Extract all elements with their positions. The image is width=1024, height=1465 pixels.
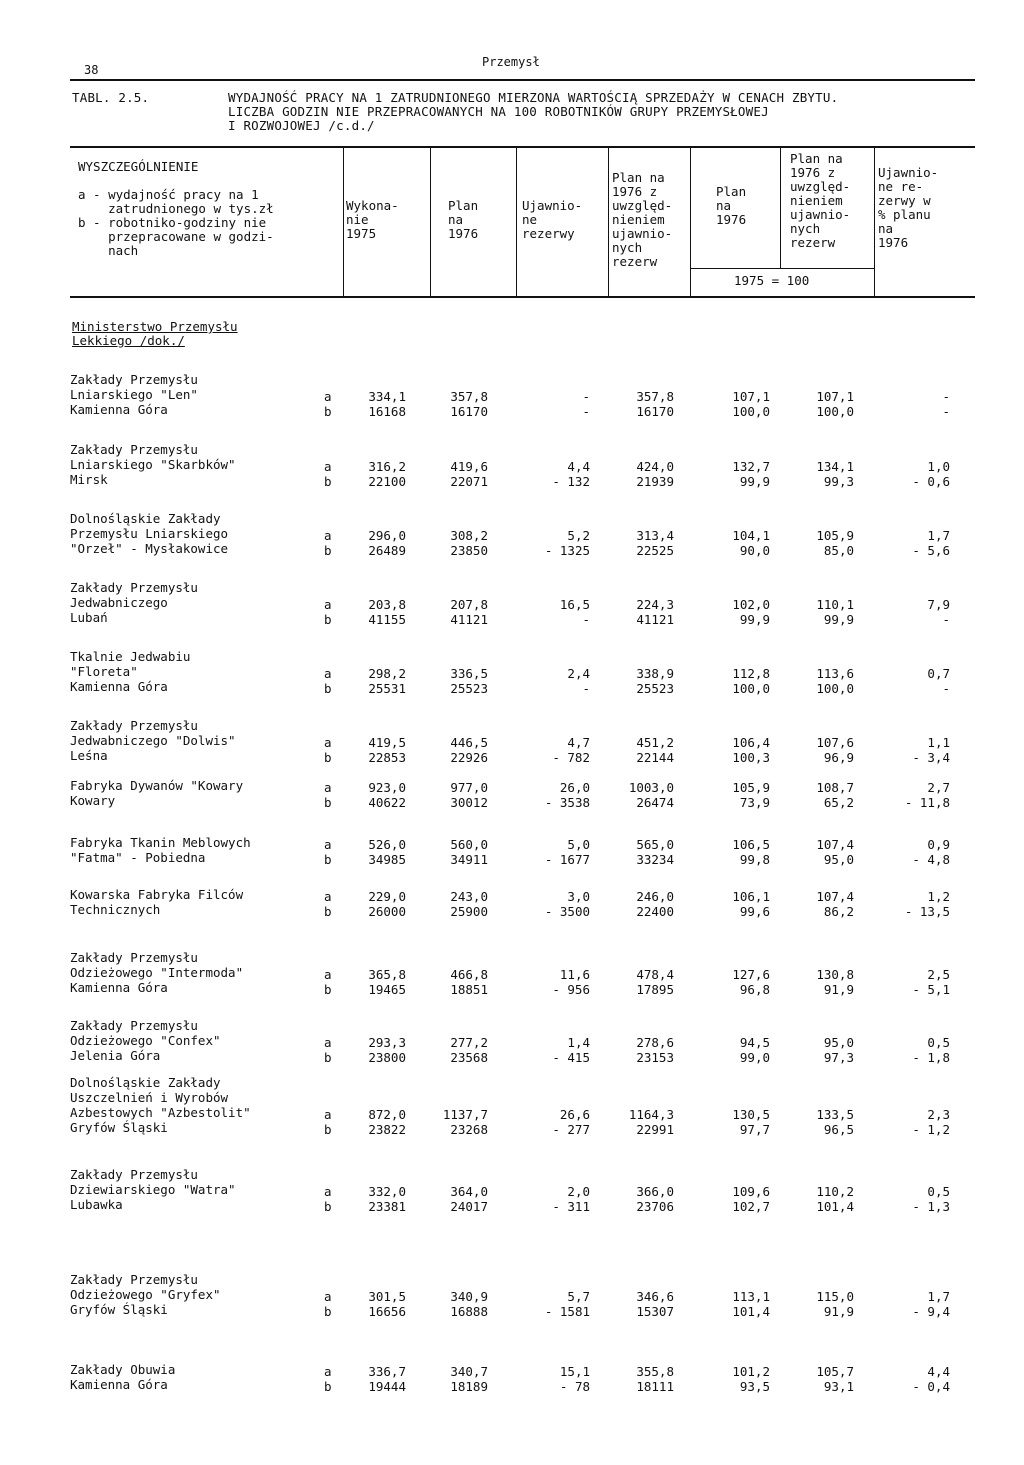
row-marker-a: a <box>324 1184 332 1199</box>
cell-b-execution-1975: 19465 <box>368 982 406 997</box>
cell-a-plan-with-reserves-index: 130,8 <box>816 967 854 982</box>
cell-b-reserves-percent: - 9,4 <box>912 1304 950 1319</box>
cell-b-plan-1976-index: 100,3 <box>732 750 770 765</box>
cell-b-plan-with-reserves-index: 99,3 <box>823 474 854 489</box>
table-header-bottom-rule <box>70 296 975 298</box>
cell-b-plan-with-reserves-index: 100,0 <box>816 681 854 696</box>
cell-a-plan-with-reserves-index: 107,1 <box>816 389 854 404</box>
cell-a-plan-1976-index: 107,1 <box>732 389 770 404</box>
cell-b-plan-with-reserves-index: 85,0 <box>823 543 854 558</box>
cell-b-reserves-percent: - 1,2 <box>912 1122 950 1137</box>
cell-a-plan-with-reserves-index: 110,1 <box>816 597 854 612</box>
cell-b-plan-with-reserves: 22144 <box>636 750 674 765</box>
cell-b-plan-with-reserves: 22525 <box>636 543 674 558</box>
cell-b-reserves-percent: - 0,6 <box>912 474 950 489</box>
cell-a-execution-1975: 923,0 <box>368 780 406 795</box>
cell-b-reserves: - 3500 <box>544 904 590 919</box>
row-marker-a: a <box>324 735 332 750</box>
cell-b-execution-1975: 25531 <box>368 681 406 696</box>
row-marker-b: b <box>324 852 332 867</box>
cell-b-execution-1975: 22100 <box>368 474 406 489</box>
cell-b-reserves-percent: - 11,8 <box>904 795 950 810</box>
cell-a-plan-1976: 364,0 <box>450 1184 488 1199</box>
cell-b-plan-1976: 24017 <box>450 1199 488 1214</box>
cell-a-plan-with-reserves: 478,4 <box>636 967 674 982</box>
cell-b-plan-1976-index: 99,9 <box>739 612 770 627</box>
enterprise-name: Zakłady Przemysłu Lniarskiego "Skarbków" Mirsk <box>70 442 236 487</box>
cell-a-plan-1976: 308,2 <box>450 528 488 543</box>
cell-a-plan-1976: 466,8 <box>450 967 488 982</box>
cell-a-execution-1975: 296,0 <box>368 528 406 543</box>
cell-a-reserves-percent: 0,5 <box>927 1035 950 1050</box>
row-marker-a: a <box>324 967 332 982</box>
table-row <box>0 1018 1024 1076</box>
cell-a-reserves-percent: 1,7 <box>927 528 950 543</box>
column-divider <box>690 148 691 296</box>
table-row <box>0 718 1024 776</box>
cell-b-execution-1975: 23822 <box>368 1122 406 1137</box>
cell-a-plan-1976-index: 104,1 <box>732 528 770 543</box>
cell-b-plan-with-reserves: 21939 <box>636 474 674 489</box>
cell-b-plan-with-reserves: 18111 <box>636 1379 674 1394</box>
cell-b-plan-1976: 25523 <box>450 681 488 696</box>
cell-b-plan-1976-index: 90,0 <box>739 543 770 558</box>
cell-a-plan-with-reserves-index: 105,7 <box>816 1364 854 1379</box>
row-marker-b: b <box>324 1050 332 1065</box>
cell-b-execution-1975: 40622 <box>368 795 406 810</box>
enterprise-name: Kowarska Fabryka Filców Technicznych <box>70 887 244 917</box>
cell-b-reserves: - 782 <box>552 750 590 765</box>
table-row <box>0 372 1024 430</box>
cell-a-reserves: 15,1 <box>559 1364 590 1379</box>
cell-a-plan-with-reserves: 346,6 <box>636 1289 674 1304</box>
column-divider <box>430 148 431 296</box>
column-header-execution-1975: Wykona- nie 1975 <box>346 198 399 241</box>
column-header-plan-1976: Plan na 1976 <box>448 198 479 241</box>
cell-b-plan-1976-index: 100,0 <box>732 404 770 419</box>
cell-a-plan-1976: 340,7 <box>450 1364 488 1379</box>
cell-b-plan-1976-index: 99,0 <box>739 1050 770 1065</box>
table-title-line-2: LICZBA GODZIN NIE PRZEPRACOWANYCH NA 100 ROBOTNIKÓW GRUPY PRZEMYSŁOWEJ <box>228 104 769 119</box>
cell-a-plan-1976: 977,0 <box>450 780 488 795</box>
cell-a-plan-with-reserves: 355,8 <box>636 1364 674 1379</box>
cell-b-plan-1976: 18189 <box>450 1379 488 1394</box>
cell-a-plan-with-reserves-index: 134,1 <box>816 459 854 474</box>
column-divider <box>343 148 344 296</box>
row-marker-b: b <box>324 1304 332 1319</box>
row-marker-b: b <box>324 681 332 696</box>
cell-b-reserves: - 311 <box>552 1199 590 1214</box>
cell-a-execution-1975: 419,5 <box>368 735 406 750</box>
cell-a-reserves: 1,4 <box>567 1035 590 1050</box>
cell-b-plan-1976: 16888 <box>450 1304 488 1319</box>
cell-a-plan-1976: 560,0 <box>450 837 488 852</box>
column-header-plan-1976-index: Plan na 1976 <box>716 184 747 227</box>
table-row <box>0 511 1024 569</box>
cell-b-plan-1976: 30012 <box>450 795 488 810</box>
cell-b-plan-1976: 41121 <box>450 612 488 627</box>
table-row <box>0 835 1024 893</box>
cell-a-reserves: - <box>582 389 590 404</box>
column-header-reserves: Ujawnio- ne rezerwy <box>522 198 583 241</box>
cell-b-plan-with-reserves: 26474 <box>636 795 674 810</box>
column-divider <box>608 148 609 296</box>
cell-a-plan-with-reserves-index: 115,0 <box>816 1289 854 1304</box>
cell-b-plan-1976: 34911 <box>450 852 488 867</box>
cell-a-plan-with-reserves: 313,4 <box>636 528 674 543</box>
cell-a-plan-1976-index: 94,5 <box>739 1035 770 1050</box>
cell-b-plan-with-reserves-index: 65,2 <box>823 795 854 810</box>
cell-a-plan-1976: 207,8 <box>450 597 488 612</box>
cell-b-plan-1976-index: 102,7 <box>732 1199 770 1214</box>
enterprise-name: Zakłady Przemysłu Dziewiarskiego "Watra" Lubawka <box>70 1167 236 1212</box>
table-row <box>0 1075 1024 1137</box>
cell-a-reserves: 4,7 <box>567 735 590 750</box>
cell-b-plan-1976-index: 96,8 <box>739 982 770 997</box>
cell-b-plan-1976-index: 99,6 <box>739 904 770 919</box>
cell-b-plan-1976: 25900 <box>450 904 488 919</box>
cell-b-reserves: - 1581 <box>544 1304 590 1319</box>
cell-b-execution-1975: 22853 <box>368 750 406 765</box>
enterprise-name: Zakłady Przemysłu Odzieżowego "Confex" Jelenia Góra <box>70 1018 221 1063</box>
cell-a-reserves-percent: 1,7 <box>927 1289 950 1304</box>
column-header-reserves-percent: Ujawnio- ne re- zerwy w % planu na 1976 <box>878 165 939 250</box>
cell-a-plan-with-reserves-index: 113,6 <box>816 666 854 681</box>
cell-b-plan-with-reserves-index: 91,9 <box>823 1304 854 1319</box>
row-marker-b: b <box>324 904 332 919</box>
cell-a-reserves: 4,4 <box>567 459 590 474</box>
cell-a-plan-with-reserves: 338,9 <box>636 666 674 681</box>
column-header-plan-with-reserves: Plan na 1976 z uwzględ- nieniem ujawnio- nych rezerw <box>612 170 673 269</box>
cell-a-execution-1975: 334,1 <box>368 389 406 404</box>
table-row <box>0 442 1024 500</box>
cell-b-plan-with-reserves: 41121 <box>636 612 674 627</box>
column-divider <box>874 148 875 296</box>
cell-a-plan-with-reserves: 451,2 <box>636 735 674 750</box>
cell-b-reserves: - 956 <box>552 982 590 997</box>
table-row <box>0 950 1024 1008</box>
cell-b-execution-1975: 26489 <box>368 543 406 558</box>
cell-a-reserves: 5,2 <box>567 528 590 543</box>
cell-a-plan-with-reserves-index: 105,9 <box>816 528 854 543</box>
cell-b-plan-1976: 22071 <box>450 474 488 489</box>
row-marker-b: b <box>324 404 332 419</box>
table-row <box>0 887 1024 945</box>
cell-a-execution-1975: 301,5 <box>368 1289 406 1304</box>
cell-a-plan-with-reserves: 424,0 <box>636 459 674 474</box>
cell-b-plan-1976-index: 101,4 <box>732 1304 770 1319</box>
cell-a-plan-with-reserves: 1164,3 <box>628 1107 674 1122</box>
row-marker-a: a <box>324 1289 332 1304</box>
column-divider <box>780 148 781 268</box>
cell-b-reserves-percent: - <box>942 612 950 627</box>
cell-a-execution-1975: 298,2 <box>368 666 406 681</box>
cell-b-reserves-percent: - 4,8 <box>912 852 950 867</box>
cell-a-plan-1976-index: 106,4 <box>732 735 770 750</box>
cell-a-plan-1976-index: 112,8 <box>732 666 770 681</box>
cell-b-reserves: - 78 <box>559 1379 590 1394</box>
cell-b-plan-with-reserves: 23153 <box>636 1050 674 1065</box>
table-label: TABL. 2.5. <box>72 90 150 105</box>
row-marker-a: a <box>324 780 332 795</box>
table-row <box>0 778 1024 836</box>
row-marker-a: a <box>324 889 332 904</box>
table-row <box>0 1272 1024 1330</box>
cell-b-plan-with-reserves-index: 100,0 <box>816 404 854 419</box>
cell-a-plan-1976: 277,2 <box>450 1035 488 1050</box>
enterprise-name: Dolnośląskie Zakłady Przemysłu Lniarskiego "Orzeł" - Mysłakowice <box>70 511 229 556</box>
row-marker-b: b <box>324 982 332 997</box>
cell-b-plan-with-reserves: 17895 <box>636 982 674 997</box>
cell-b-reserves: - <box>582 681 590 696</box>
cell-a-plan-with-reserves-index: 107,6 <box>816 735 854 750</box>
cell-a-plan-1976-index: 130,5 <box>732 1107 770 1122</box>
row-marker-b: b <box>324 612 332 627</box>
enterprise-name: Zakłady Przemysłu Lniarskiego "Len" Kamienna Góra <box>70 372 198 417</box>
cell-a-plan-with-reserves-index: 110,2 <box>816 1184 854 1199</box>
cell-b-reserves-percent: - 1,8 <box>912 1050 950 1065</box>
cell-a-execution-1975: 872,0 <box>368 1107 406 1122</box>
cell-a-execution-1975: 203,8 <box>368 597 406 612</box>
cell-a-execution-1975: 526,0 <box>368 837 406 852</box>
cell-b-plan-with-reserves: 15307 <box>636 1304 674 1319</box>
cell-b-plan-with-reserves-index: 86,2 <box>823 904 854 919</box>
cell-a-reserves: 16,5 <box>559 597 590 612</box>
cell-a-plan-1976: 446,5 <box>450 735 488 750</box>
cell-b-reserves-percent: - 3,4 <box>912 750 950 765</box>
cell-a-reserves: 5,0 <box>567 837 590 852</box>
cell-a-reserves-percent: 0,5 <box>927 1184 950 1199</box>
cell-a-reserves-percent: 1,0 <box>927 459 950 474</box>
cell-b-reserves: - 415 <box>552 1050 590 1065</box>
cell-a-reserves-percent: 4,4 <box>927 1364 950 1379</box>
cell-b-plan-1976: 18851 <box>450 982 488 997</box>
cell-b-reserves-percent: - 5,6 <box>912 543 950 558</box>
cell-a-reserves: 11,6 <box>559 967 590 982</box>
row-marker-a: a <box>324 666 332 681</box>
cell-a-reserves: 5,7 <box>567 1289 590 1304</box>
cell-a-plan-1976-index: 101,2 <box>732 1364 770 1379</box>
cell-a-plan-1976: 419,6 <box>450 459 488 474</box>
row-marker-b: b <box>324 1199 332 1214</box>
cell-a-plan-1976-index: 109,6 <box>732 1184 770 1199</box>
cell-b-reserves: - <box>582 404 590 419</box>
cell-a-plan-1976-index: 102,0 <box>732 597 770 612</box>
cell-a-plan-with-reserves: 565,0 <box>636 837 674 852</box>
cell-b-reserves-percent: - 1,3 <box>912 1199 950 1214</box>
cell-a-reserves-percent: 0,9 <box>927 837 950 852</box>
cell-a-plan-with-reserves: 357,8 <box>636 389 674 404</box>
enterprise-name: Zakłady Przemysłu Jedwabniczego "Dolwis" Leśna <box>70 718 236 763</box>
cell-a-plan-with-reserves: 278,6 <box>636 1035 674 1050</box>
cell-a-plan-with-reserves: 1003,0 <box>628 780 674 795</box>
cell-a-plan-1976: 357,8 <box>450 389 488 404</box>
cell-a-reserves-percent: 7,9 <box>927 597 950 612</box>
column-header-plan-with-reserves-index: Plan na 1976 z uwzględ- nieniem ujawnio- nych rezerw <box>790 151 851 250</box>
cell-a-reserves-percent: 1,2 <box>927 889 950 904</box>
cell-b-plan-1976-index: 97,7 <box>739 1122 770 1137</box>
cell-a-reserves-percent: 0,7 <box>927 666 950 681</box>
cell-b-plan-1976: 23568 <box>450 1050 488 1065</box>
cell-b-execution-1975: 16168 <box>368 404 406 419</box>
table-row <box>0 649 1024 707</box>
page-number: 38 <box>84 63 99 77</box>
cell-a-plan-with-reserves-index: 95,0 <box>823 1035 854 1050</box>
index-base-label: 1975 = 100 <box>734 273 810 288</box>
cell-b-plan-1976-index: 99,9 <box>739 474 770 489</box>
cell-a-reserves-percent: 2,5 <box>927 967 950 982</box>
table-row <box>0 1362 1024 1420</box>
cell-b-plan-with-reserves: 22991 <box>636 1122 674 1137</box>
cell-a-plan-1976: 243,0 <box>450 889 488 904</box>
cell-a-plan-with-reserves: 366,0 <box>636 1184 674 1199</box>
cell-b-plan-with-reserves-index: 97,3 <box>823 1050 854 1065</box>
enterprise-name: Tkalnie Jedwabiu "Floreta" Kamienna Góra <box>70 649 191 694</box>
cell-a-execution-1975: 229,0 <box>368 889 406 904</box>
cell-b-plan-with-reserves: 22400 <box>636 904 674 919</box>
row-marker-a: a <box>324 597 332 612</box>
cell-b-plan-with-reserves-index: 96,5 <box>823 1122 854 1137</box>
row-marker-b: b <box>324 1122 332 1137</box>
cell-a-execution-1975: 336,7 <box>368 1364 406 1379</box>
row-marker-a: a <box>324 1107 332 1122</box>
cell-a-plan-1976-index: 106,5 <box>732 837 770 852</box>
row-marker-a: a <box>324 459 332 474</box>
cell-b-reserves: - 1677 <box>544 852 590 867</box>
cell-b-plan-with-reserves: 33234 <box>636 852 674 867</box>
cell-a-reserves: 26,0 <box>559 780 590 795</box>
row-marker-b: b <box>324 474 332 489</box>
table-title-line-3: I ROZWOJOWEJ /c.d./ <box>228 118 375 133</box>
cell-a-execution-1975: 316,2 <box>368 459 406 474</box>
cell-b-plan-with-reserves-index: 101,4 <box>816 1199 854 1214</box>
enterprise-name: Zakłady Przemysłu Odzieżowego "Gryfex" Gryfów Śląski <box>70 1272 221 1317</box>
row-marker-a: a <box>324 389 332 404</box>
header-rule <box>70 79 975 81</box>
cell-b-execution-1975: 26000 <box>368 904 406 919</box>
cell-b-execution-1975: 16656 <box>368 1304 406 1319</box>
row-marker-a: a <box>324 837 332 852</box>
cell-b-plan-with-reserves: 23706 <box>636 1199 674 1214</box>
enterprise-name: Zakłady Przemysłu Jedwabniczego Lubań <box>70 580 198 625</box>
ministry-heading: Ministerstwo Przemysłu Lekkiego /dok./ <box>72 319 238 348</box>
enterprise-name: Zakłady Przemysłu Odzieżowego "Intermoda" Kamienna Góra <box>70 950 244 995</box>
cell-a-plan-with-reserves-index: 107,4 <box>816 837 854 852</box>
cell-b-reserves: - 1325 <box>544 543 590 558</box>
enterprise-name: Fabryka Tkanin Meblowych "Fatma" - Pobiedna <box>70 835 251 865</box>
cell-b-execution-1975: 19444 <box>368 1379 406 1394</box>
cell-b-reserves-percent: - 13,5 <box>904 904 950 919</box>
cell-a-plan-1976-index: 132,7 <box>732 459 770 474</box>
row-marker-a: a <box>324 1364 332 1379</box>
cell-a-reserves: 2,4 <box>567 666 590 681</box>
row-marker-b: b <box>324 1379 332 1394</box>
cell-b-reserves: - 3538 <box>544 795 590 810</box>
table-header-top-rule <box>70 146 975 148</box>
table-title-line-1: WYDAJNOŚĆ PRACY NA 1 ZATRUDNIONEGO MIERZONA WARTOŚCIĄ SPRZEDAŻY W CENACH ZBYTU. <box>228 90 839 105</box>
enterprise-name: Dolnośląskie Zakłady Uszczelnień i Wyrobów Azbestowych "Azbestolit" Gryfów Śląski <box>70 1075 251 1135</box>
cell-a-reserves-percent: 2,7 <box>927 780 950 795</box>
cell-b-reserves-percent: - 5,1 <box>912 982 950 997</box>
cell-a-plan-1976: 336,5 <box>450 666 488 681</box>
table-row <box>0 1167 1024 1225</box>
cell-a-execution-1975: 293,3 <box>368 1035 406 1050</box>
cell-b-reserves-percent: - <box>942 681 950 696</box>
cell-a-plan-with-reserves: 246,0 <box>636 889 674 904</box>
cell-b-plan-1976: 23268 <box>450 1122 488 1137</box>
cell-a-reserves: 26,6 <box>559 1107 590 1122</box>
cell-b-plan-1976: 22926 <box>450 750 488 765</box>
cell-b-execution-1975: 23381 <box>368 1199 406 1214</box>
cell-b-reserves-percent: - 0,4 <box>912 1379 950 1394</box>
cell-b-plan-with-reserves: 25523 <box>636 681 674 696</box>
cell-b-plan-1976-index: 100,0 <box>732 681 770 696</box>
index-base-rule <box>690 268 874 269</box>
cell-b-plan-1976: 23850 <box>450 543 488 558</box>
cell-b-plan-with-reserves-index: 91,9 <box>823 982 854 997</box>
table-row <box>0 580 1024 638</box>
row-marker-b: b <box>324 795 332 810</box>
cell-a-plan-1976-index: 106,1 <box>732 889 770 904</box>
enterprise-name: Fabryka Dywanów "Kowary Kowary <box>70 778 244 808</box>
cell-a-execution-1975: 365,8 <box>368 967 406 982</box>
cell-a-reserves-percent: 2,3 <box>927 1107 950 1122</box>
cell-a-plan-with-reserves: 224,3 <box>636 597 674 612</box>
column-header-description: WYSZCZEGÓLNIENIE a - wydajność pracy na 1 zatrudnionego w tys.zł b - robotniko-godziny nie przepracowane w godzi- nach <box>78 159 274 258</box>
section-title: Przemysł <box>482 55 540 69</box>
cell-b-reserves-percent: - <box>942 404 950 419</box>
cell-a-plan-1976: 1137,7 <box>442 1107 488 1122</box>
cell-b-plan-with-reserves-index: 99,9 <box>823 612 854 627</box>
cell-a-plan-with-reserves-index: 108,7 <box>816 780 854 795</box>
cell-a-reserves: 3,0 <box>567 889 590 904</box>
cell-a-reserves-percent: - <box>942 389 950 404</box>
cell-a-reserves-percent: 1,1 <box>927 735 950 750</box>
cell-b-reserves: - 277 <box>552 1122 590 1137</box>
cell-b-plan-with-reserves-index: 93,1 <box>823 1379 854 1394</box>
cell-b-plan-1976-index: 73,9 <box>739 795 770 810</box>
cell-b-plan-with-reserves-index: 96,9 <box>823 750 854 765</box>
cell-a-plan-1976: 340,9 <box>450 1289 488 1304</box>
cell-a-reserves: 2,0 <box>567 1184 590 1199</box>
cell-b-plan-with-reserves-index: 95,0 <box>823 852 854 867</box>
row-marker-b: b <box>324 750 332 765</box>
cell-b-plan-1976-index: 93,5 <box>739 1379 770 1394</box>
row-marker-a: a <box>324 1035 332 1050</box>
cell-a-plan-1976-index: 105,9 <box>732 780 770 795</box>
cell-b-reserves: - 132 <box>552 474 590 489</box>
cell-a-execution-1975: 332,0 <box>368 1184 406 1199</box>
cell-a-plan-1976-index: 127,6 <box>732 967 770 982</box>
cell-b-plan-with-reserves: 16170 <box>636 404 674 419</box>
cell-b-plan-1976-index: 99,8 <box>739 852 770 867</box>
cell-b-execution-1975: 34985 <box>368 852 406 867</box>
cell-b-plan-1976: 16170 <box>450 404 488 419</box>
row-marker-b: b <box>324 543 332 558</box>
cell-a-plan-1976-index: 113,1 <box>732 1289 770 1304</box>
cell-a-plan-with-reserves-index: 107,4 <box>816 889 854 904</box>
enterprise-name: Zakłady Obuwia Kamienna Góra <box>70 1362 176 1392</box>
cell-b-execution-1975: 41155 <box>368 612 406 627</box>
cell-b-reserves: - <box>582 612 590 627</box>
cell-a-plan-with-reserves-index: 133,5 <box>816 1107 854 1122</box>
cell-b-execution-1975: 23800 <box>368 1050 406 1065</box>
row-marker-a: a <box>324 528 332 543</box>
column-divider <box>516 148 517 296</box>
